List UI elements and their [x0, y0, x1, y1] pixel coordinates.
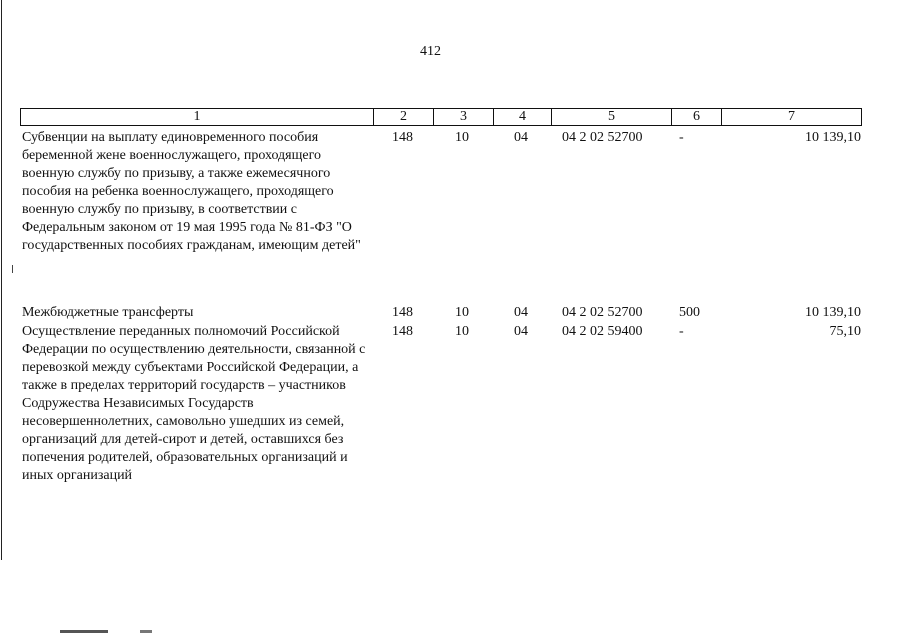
header-col-4: 4 [519, 109, 526, 124]
header-col-1: 1 [193, 109, 201, 124]
row-description: Субвенции на выплату единовременного пособия беременной жене военнослужащего, проходящего военную службу по призыву, а также ежемесячного пособия на ребенка военнослужащего, проходящего военную службу по призыву, в соответствии с Федеральным законом от 19 мая 1995 года № 81-ФЗ "О государственных пособиях гражданам, имеющим детей" [22, 130, 361, 253]
row-code-5: 04 2 02 52700 [562, 305, 643, 320]
row-code-2: 148 [392, 305, 413, 320]
header-col-7: 7 [788, 109, 795, 124]
header-col-2: 2 [400, 109, 407, 124]
table-header [20, 108, 862, 126]
row-code-4: 04 [514, 130, 528, 145]
row-code-5: 04 2 02 59400 [562, 324, 643, 339]
row-amount: 10 139,10 [805, 130, 861, 145]
row-code-2: 148 [392, 130, 413, 145]
row-code-4: 04 [514, 305, 528, 320]
row-description: Межбюджетные трансферты [22, 305, 194, 320]
row-amount: 10 139,10 [805, 305, 861, 320]
row-code-3: 10 [455, 305, 469, 320]
row-code-3: 10 [455, 324, 469, 339]
row-code-6: 500 [679, 305, 700, 320]
row-code-3: 10 [455, 130, 469, 145]
header-col-6: 6 [693, 109, 700, 124]
page-number: 412 [420, 44, 441, 59]
row-amount: 75,10 [829, 324, 861, 339]
scan-artifact [140, 630, 152, 633]
scan-artifact [60, 630, 108, 633]
row-code-6: - [679, 130, 684, 145]
row-code-6: - [679, 324, 684, 339]
row-code-5: 04 2 02 52700 [562, 130, 643, 145]
page-left-edge [1, 0, 2, 560]
row-code-4: 04 [514, 324, 528, 339]
row-description: Осуществление переданных полномочий Российской Федерации по осуществлению деятельности, связанной с перевозкой между субъектами Российской Федерации, а также в пределах территорий государств – участников Содружества Независимых Государств несовершеннолетних, самовольно ушедших из семей, организаций для детей-сирот и детей, оставшихся без попечения родителей, образовательных организаций и иных организаций [22, 324, 366, 483]
header-col-5: 5 [608, 109, 615, 124]
row-code-2: 148 [392, 324, 413, 339]
header-col-3: 3 [460, 109, 467, 124]
page-margin-mark [12, 265, 13, 273]
